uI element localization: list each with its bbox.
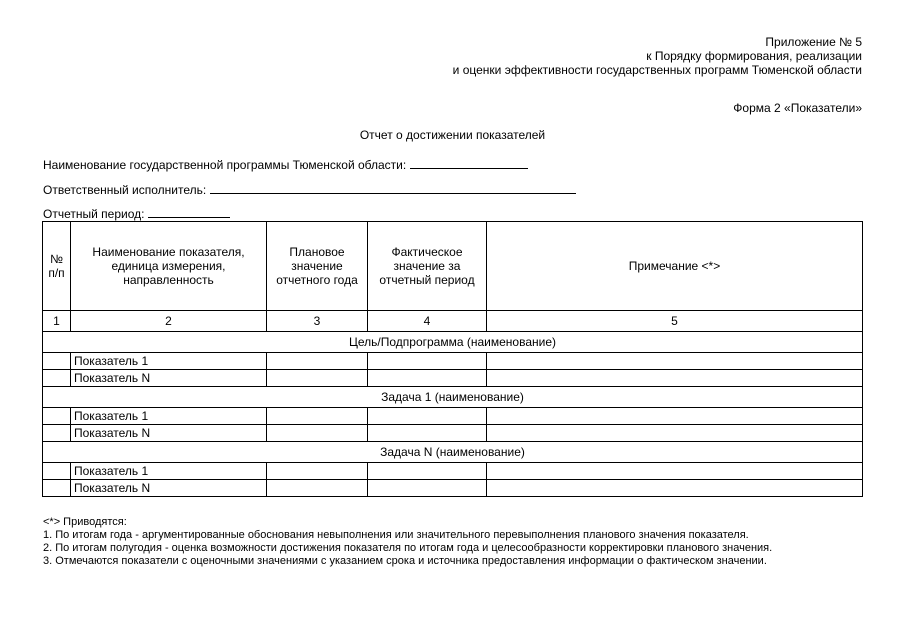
header-cell-number: № п/п — [43, 222, 71, 311]
cell-planned[interactable] — [267, 480, 368, 497]
column-number: 3 — [267, 311, 368, 332]
program-label: Наименование государственной программы Тюменской области: — [43, 158, 407, 172]
cell-note[interactable] — [487, 408, 863, 425]
header-cell-note: Примечание <*> — [487, 222, 863, 311]
section-title: Задача 1 (наименование) — [43, 387, 863, 408]
cell-planned[interactable] — [267, 425, 368, 442]
cell-note[interactable] — [487, 353, 863, 370]
footnotes — [43, 516, 861, 568]
cell-number[interactable] — [43, 353, 71, 370]
period-field — [43, 205, 230, 221]
cell-number[interactable] — [43, 408, 71, 425]
appendix-header — [453, 35, 862, 77]
period-label: Отчетный период: — [43, 207, 145, 221]
cell-indicator: Показатель N — [71, 425, 267, 442]
executor-blank-line — [210, 181, 576, 194]
appendix-line2: к Порядку формирования, реализации — [646, 49, 862, 63]
cell-note[interactable] — [487, 370, 863, 387]
column-number-row — [43, 311, 863, 332]
column-number: 5 — [487, 311, 863, 332]
table-row — [43, 425, 863, 442]
cell-note[interactable] — [487, 480, 863, 497]
indicators-table — [42, 221, 863, 497]
cell-indicator: Показатель 1 — [71, 463, 267, 480]
cell-indicator: Показатель 1 — [71, 353, 267, 370]
section-row — [43, 332, 863, 353]
cell-planned[interactable] — [267, 370, 368, 387]
cell-note[interactable] — [487, 463, 863, 480]
cell-actual[interactable] — [368, 408, 487, 425]
header-cell-planned: Плановое значение отчетного года — [267, 222, 368, 311]
footnote-3: 3. Отмечаются показатели с оценочными значениями с указанием срока и источника предоставления информации о фактическом значении. — [43, 555, 767, 567]
footnote-2: 2. По итогам полугодия - оценка возможности достижения показателя по итогам года и целесообразности корректировки планового значения. — [43, 542, 773, 554]
table-row — [43, 480, 863, 497]
cell-actual[interactable] — [368, 370, 487, 387]
section-row — [43, 442, 863, 463]
table-row — [43, 463, 863, 480]
cell-number[interactable] — [43, 463, 71, 480]
footnote-intro: <*> Приводятся: — [43, 516, 127, 528]
cell-indicator: Показатель N — [71, 480, 267, 497]
cell-planned[interactable] — [267, 408, 368, 425]
cell-actual[interactable] — [368, 480, 487, 497]
column-number: 4 — [368, 311, 487, 332]
cell-note[interactable] — [487, 425, 863, 442]
header-cell-actual: Фактическое значение за отчетный период — [368, 222, 487, 311]
table-row — [43, 353, 863, 370]
table-row — [43, 408, 863, 425]
page-title: Отчет о достижении показателей — [359, 128, 546, 142]
cell-indicator: Показатель N — [71, 370, 267, 387]
cell-indicator: Показатель 1 — [71, 408, 267, 425]
footnote-1: 1. По итогам года - аргументированные обоснования невыполнения или значительного перевыполнения планового значения показателя. — [43, 529, 749, 541]
appendix-line3: и оценки эффективности государственных программ Тюменской области — [452, 63, 862, 77]
column-number: 2 — [71, 311, 267, 332]
cell-number[interactable] — [43, 370, 71, 387]
cell-planned[interactable] — [267, 353, 368, 370]
period-blank-line — [148, 205, 230, 218]
cell-actual[interactable] — [368, 425, 487, 442]
program-field — [43, 156, 528, 172]
cell-number[interactable] — [43, 425, 71, 442]
form-label: Форма 2 «Показатели» — [733, 101, 862, 115]
cell-planned[interactable] — [267, 463, 368, 480]
appendix-number: Приложение № 5 — [765, 35, 862, 49]
column-number: 1 — [43, 311, 71, 332]
executor-label: Ответственный исполнитель: — [43, 183, 207, 197]
cell-actual[interactable] — [368, 353, 487, 370]
section-row — [43, 387, 863, 408]
table-row — [43, 370, 863, 387]
section-title: Цель/Подпрограмма (наименование) — [43, 332, 863, 353]
section-title: Задача N (наименование) — [43, 442, 863, 463]
cell-number[interactable] — [43, 480, 71, 497]
program-blank-line — [410, 156, 528, 169]
header-cell-name: Наименование показателя, единица измерения, направленность — [71, 222, 267, 311]
table-header-row — [43, 222, 863, 311]
executor-field — [43, 181, 576, 197]
cell-actual[interactable] — [368, 463, 487, 480]
